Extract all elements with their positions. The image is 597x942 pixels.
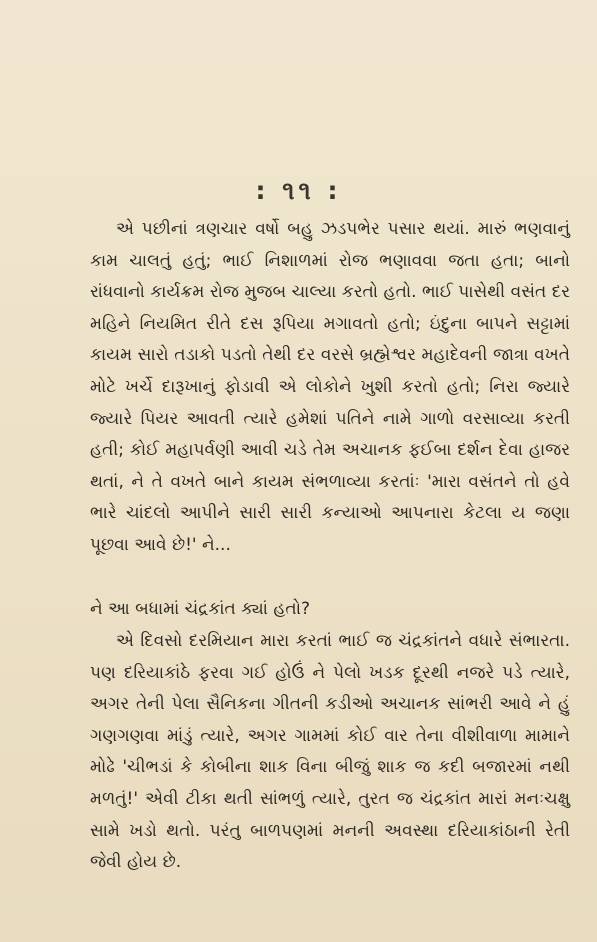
chapter-number: : ૧૧ : [255,176,342,205]
paragraph-2 [90,594,570,626]
paragraph-1-text: એ પછીનાં ત્રણચાર વર્ષો બહુ ઝડપભેર પસાર થયાં. મારું ભણવાનું કામ ચાલતું હતું; ભાઈ નિશાળમાં રોજ ભણાવવા જતા હતા; બાનો રાંધવાનો કાર્યક્રમ રોજ મુજબ ચાલ્યા કરતો હતો. ભાઈ પાસેથી વસંત દર મહિને નિયમિત રીતે દસ રૂપિયા મગાવતો હતો; ઇંદુના બાપને સટ્ટામાં કાયમ સારો તડાકો પડતો તેથી દર વરસે બ્રહ્મેશ્વર મહાદેવની જાત્રા વખતે મોટે ખર્ચે દારૂખાનું ફોડાવી એ લોકોને ખુશી કરતો હતો; નિરા જ્યારે જ્યારે પિયર આવતી ત્યારે હમેશાં પતિને નામે ગાળો વરસાવ્યા કરતી હતી; કોઈ મહાપર્વણી આવી ચડે તેમ અચાનક ફઈબા દર્શન દેવા હાજર થતાં, ને તે વખતે બાને કાયમ સંભળાવ્યા કરતાંઃ 'મારા વસંતને તો હવે ભારે ચાંદલો આપીને સારી સારી કન્યાઓ આપનારા કેટલા ય જણા પૂછવા આવે છે!' ને... [90,219,570,555]
paragraph-3-text: એ દિવસો દરમિયાન મારા કરતાં ભાઈ જ ચંદ્રકાંતને વધારે સંભારતા. પણ દરિયાકાંઠે ફરવા ગઈ હોઉં ને પેલો ખડક દૂરથી નજરે પડે ત્યારે, અગર તેની પેલા સૈનિકના ગીતની કડીઓ અચાનક સાંભરી આવે ને હું ગણગણવા માંડું ત્યારે, અગર ગામમાં કોઈ વાર તેના વીશીવાળા મામાને મોઢે 'ચીભડાં કે કોબીના શાક વિના બીજું શાક જ કદી બજારમાં નથી મળતું!' એવી ટીકા થતી સાંભળું ત્યારે, તુરત જ ચંદ્રકાંત મારાં મનઃચક્ષુ સામે ખડો થતો. પરંતુ બાળપણમાં મનની અવસ્થા દરિયાકાંઠાની રેતી જેવી હોય છે. [90,631,570,873]
paragraph-3 [90,626,570,879]
paragraph-2-text: ને આ બધામાં ચંદ્રકાંત ક્યાં હતો? [90,599,310,619]
paragraph-1 [90,214,570,562]
